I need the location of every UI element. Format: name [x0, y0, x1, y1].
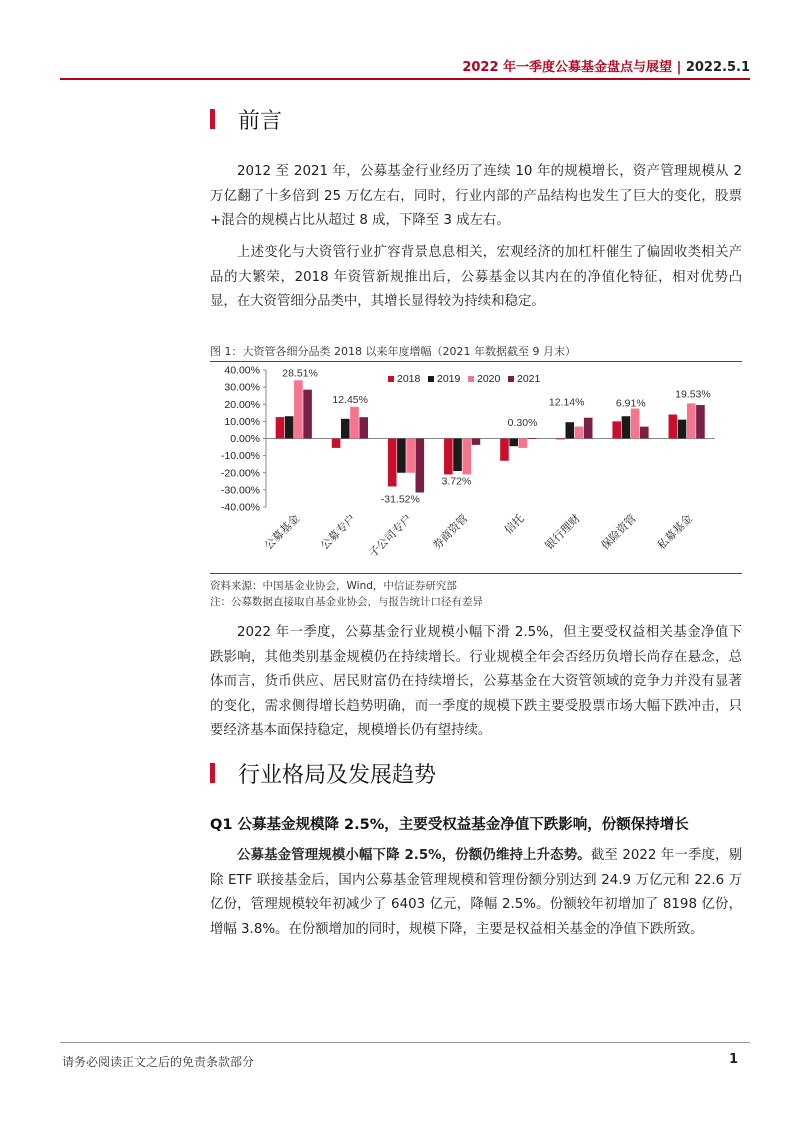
data-label-2021: 12.45%: [332, 393, 368, 406]
y-tick-label: 10.00%: [224, 415, 260, 428]
section-marker: [210, 109, 215, 129]
category-label: 私募基金: [655, 512, 696, 553]
bar-2020-7: [631, 409, 640, 439]
bar-2018-3: [388, 439, 397, 487]
legend-swatch-2019: [428, 376, 434, 382]
y-tick-label: -10.00%: [220, 450, 260, 463]
category-label: 子公司专户: [367, 512, 415, 561]
q1-heading: Q1 公募基金规模降 2.5%，主要受权益基金净值下跌影响，份额保持增长: [210, 817, 689, 833]
data-label-2021: 6.91%: [615, 397, 646, 410]
bar-2021-5: [528, 438, 537, 439]
category-label: 信托: [502, 512, 527, 537]
y-tick-label: 30.00%: [224, 381, 260, 394]
data-label-2021: 3.72%: [441, 475, 472, 488]
bar-2019-4: [453, 439, 462, 472]
header-rule: [60, 78, 750, 80]
bar-2018-7: [612, 421, 621, 438]
paragraph-4-lead: 公募基金管理规模小幅下降 2.5%，份额仍维持上升态势。: [237, 848, 591, 863]
bar-2021-2: [359, 417, 368, 438]
data-label-2021: 12.14%: [548, 396, 585, 409]
bar-2019-2: [341, 419, 350, 439]
category-label: 银行理财: [543, 512, 583, 553]
bar-2019-5: [509, 439, 518, 447]
paragraph-4: [210, 844, 742, 942]
figure-caption: 图 1：大资管各细分品类 2018 以来年度增幅（2021 年数据截至 9 月末）: [210, 345, 576, 358]
paragraph-3: 2022 年一季度，公募基金行业规模小幅下滑 2.5%，但主要受权益相关基金净值下跌影响，其他类别基金规模仍在持续增长。行业规模全年会否经历负增长尚存在悬念，总体而言，货币供应、居民财富仍在持续增长，公募基金在大资管领域的竞争力并没有显著的变化，需求侧得增长趋势明确，而一季度的规模下跌主要受股票市场大幅下跌冲击，只要经济基本面保持稳定，规模增长仍有望持续。: [210, 625, 742, 738]
y-tick-label: -30.00%: [220, 484, 260, 497]
bar-2019-3: [397, 439, 406, 473]
bar-2020-6: [575, 427, 584, 439]
bar-2019-1: [285, 416, 294, 438]
bar-2020-3: [406, 439, 415, 473]
paragraph-1: 2012 至 2021 年，公募基金行业经历了连续 10 年的规模增长，资产管理规模从 2 万亿翻了十多倍到 25 万亿左右，同时，行业内部的产品结构也发生了巨大的变化，股票+混合的规模占比从超过 8 成，下降至 3 成左右。: [210, 164, 742, 228]
page-number: 1: [728, 1052, 738, 1067]
category-label: 券商资管: [430, 512, 471, 553]
category-label: 保险资管: [599, 512, 639, 553]
legend-swatch-2020: [468, 376, 474, 382]
legend-label: 2020: [477, 373, 501, 385]
legend-label: 2018: [397, 373, 421, 385]
report-title: 2022 年一季度公募基金盘点与展望: [462, 60, 673, 75]
bar-2018-1: [276, 417, 285, 438]
y-tick-label: -40.00%: [220, 501, 260, 514]
report-header: [462, 56, 750, 75]
bar-2019-6: [565, 422, 574, 438]
bar-chart: [210, 358, 742, 568]
bar-2019-7: [622, 416, 631, 438]
y-tick-label: 40.00%: [224, 364, 260, 377]
bar-2018-2: [332, 439, 341, 448]
legend-label: 2021: [517, 373, 541, 385]
bar-2021-1: [303, 390, 312, 439]
section-title-trend: 行业格局及发展趋势: [238, 763, 437, 788]
section-title-intro: 前言: [238, 109, 283, 134]
paragraph-4-body: 截至 2022 年一季度，剔除 ETF 联接基金后，国内公募基金管理规模和管理份额分别达到 24.9 万亿元和 22.6 万亿份，管理规模较年初减少了 6403 亿元，降幅 2.5%。份额较年初增加了 8198 亿份，增幅 3.8%。在份额增加的同时，规模下降，主要是权益相关基金的净值下跌所致。: [210, 848, 742, 937]
header-separator: |: [676, 60, 682, 75]
y-tick-label: 0.00%: [230, 433, 260, 445]
data-label-2021: 0.30%: [507, 416, 538, 429]
section-marker: [210, 763, 215, 783]
category-label: 公募专户: [318, 512, 359, 553]
data-label-2021: 19.53%: [675, 388, 711, 401]
bar-2020-1: [294, 380, 303, 438]
footer-disclaimer: 请务必阅读正文之后的免责条款部分: [62, 1055, 255, 1069]
bar-2021-6: [584, 418, 593, 439]
figure-source: 资料来源：中国基金业协会，Wind，中信证券研究部: [210, 580, 457, 592]
bar-2018-6: [556, 439, 565, 440]
bar-2018-4: [444, 439, 453, 475]
bar-2021-7: [640, 427, 649, 439]
report-date: 2022.5.1: [685, 60, 750, 75]
category-label: 公募基金: [262, 512, 303, 553]
bar-2018-8: [669, 415, 678, 439]
figure-note: 注：公募数据直接取自基金业协会，与报告统计口径有差异: [210, 596, 483, 608]
legend-swatch-2021: [508, 376, 514, 382]
bar-2021-8: [696, 405, 705, 438]
legend-label: 2019: [437, 373, 461, 385]
y-tick-label: -20.00%: [220, 467, 260, 480]
bar-2020-5: [519, 439, 528, 448]
bar-2018-5: [500, 439, 509, 461]
bar-2020-2: [350, 407, 359, 439]
bar-2021-4: [472, 439, 481, 445]
bar-2020-4: [462, 439, 471, 475]
legend-swatch-2018: [388, 376, 394, 382]
figure-bottom-rule: [210, 573, 742, 574]
bar-2020-8: [687, 403, 696, 438]
data-label-2021: -31.52%: [380, 493, 420, 506]
footer-rule: [60, 1042, 750, 1043]
bar-2019-8: [678, 420, 687, 439]
data-label-2021: 28.51%: [282, 367, 318, 380]
paragraph-2: 上述变化与大资管行业扩容背景息息相关，宏观经济的加杠杆催生了偏固收类相关产品的大繁荣，2018 年资管新规推出后，公募基金以其内在的净值化特征，相对优势凸显，在大资管细分品类中，其增长显得较为持续和稳定。: [210, 245, 742, 309]
bar-2021-3: [416, 439, 425, 493]
y-tick-label: 20.00%: [224, 398, 260, 411]
